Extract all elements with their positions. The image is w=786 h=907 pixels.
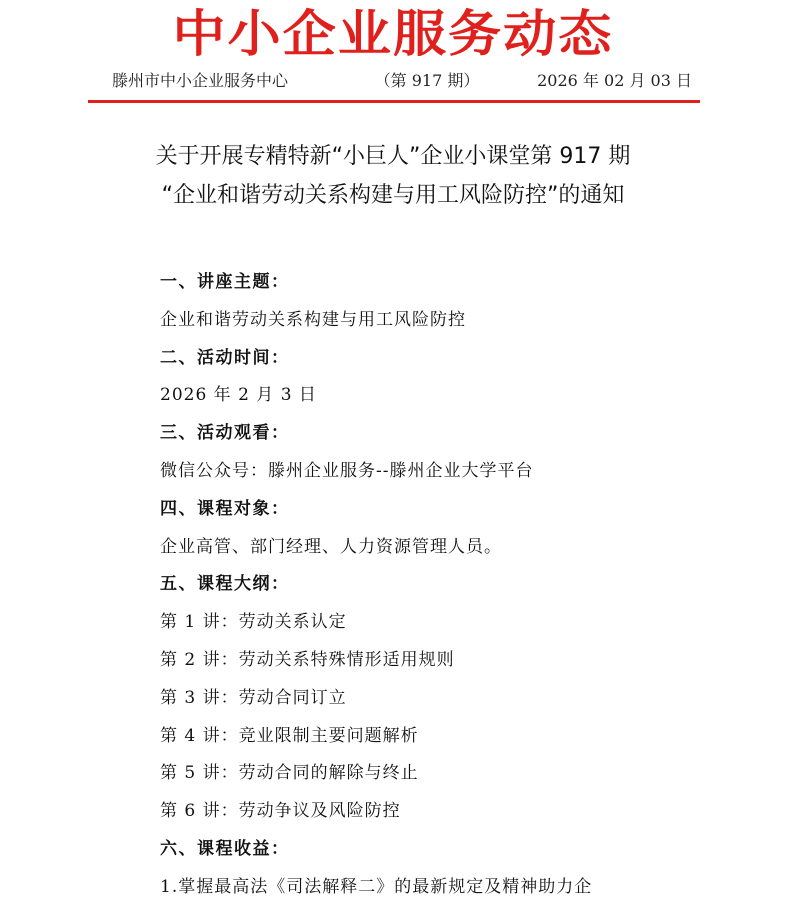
time-text: 2026 年 2 月 3 日 (160, 385, 317, 406)
section-heading-outline: 五、课程大纲： (160, 574, 290, 595)
notice-title-line-2: “企业和谐劳动关系构建与用工风险防控”的通知 (161, 183, 625, 208)
outline-item: 第 2 讲：劳动关系特殊情形适用规则 (160, 649, 455, 670)
notice-body (160, 264, 760, 907)
outline-item: 第 6 讲：劳动争议及风险防控 (160, 801, 401, 822)
outline-item: 第 4 讲：竞业限制主要问题解析 (160, 725, 419, 746)
section-heading-audience: 四、课程对象： (160, 498, 290, 519)
section-heading-watch: 三、活动观看： (160, 423, 290, 444)
section-heading-benefits: 六、课程收益： (160, 838, 290, 859)
audience-text: 企业高管、部门经理、人力资源管理人员。 (160, 536, 502, 557)
outline-item: 第 3 讲：劳动合同订立 (160, 687, 347, 708)
red-divider (88, 100, 700, 103)
watch-text: 微信公众号：滕州企业服务--滕州企业大学平台 (160, 460, 534, 481)
issue-date: 2026 年 02 月 03 日 (537, 71, 692, 90)
benefit-item: 1.掌握最高法《司法解释二》的最新规定及精神助力企 (160, 876, 593, 897)
section-heading-topic: 一、讲座主题： (160, 272, 290, 292)
publisher-name: 滕州市中小企业服务中心 (112, 71, 289, 90)
issue-info-line (112, 70, 692, 92)
outline-item: 第 5 讲：劳动合同的解除与终止 (160, 763, 419, 784)
issue-number: （第 917 期） (374, 71, 480, 90)
notice-title-line-1: 关于开展专精特新“小巨人”企业小课堂第 917 期 (155, 144, 631, 169)
notice-title (0, 137, 786, 215)
section-heading-time: 二、活动时间： (160, 347, 290, 368)
outline-item: 第 1 讲：劳动关系认定 (160, 612, 347, 633)
masthead-title: 中小企业服务动态 (172, 5, 614, 63)
topic-text: 企业和谐劳动关系构建与用工风险防控 (160, 309, 466, 330)
